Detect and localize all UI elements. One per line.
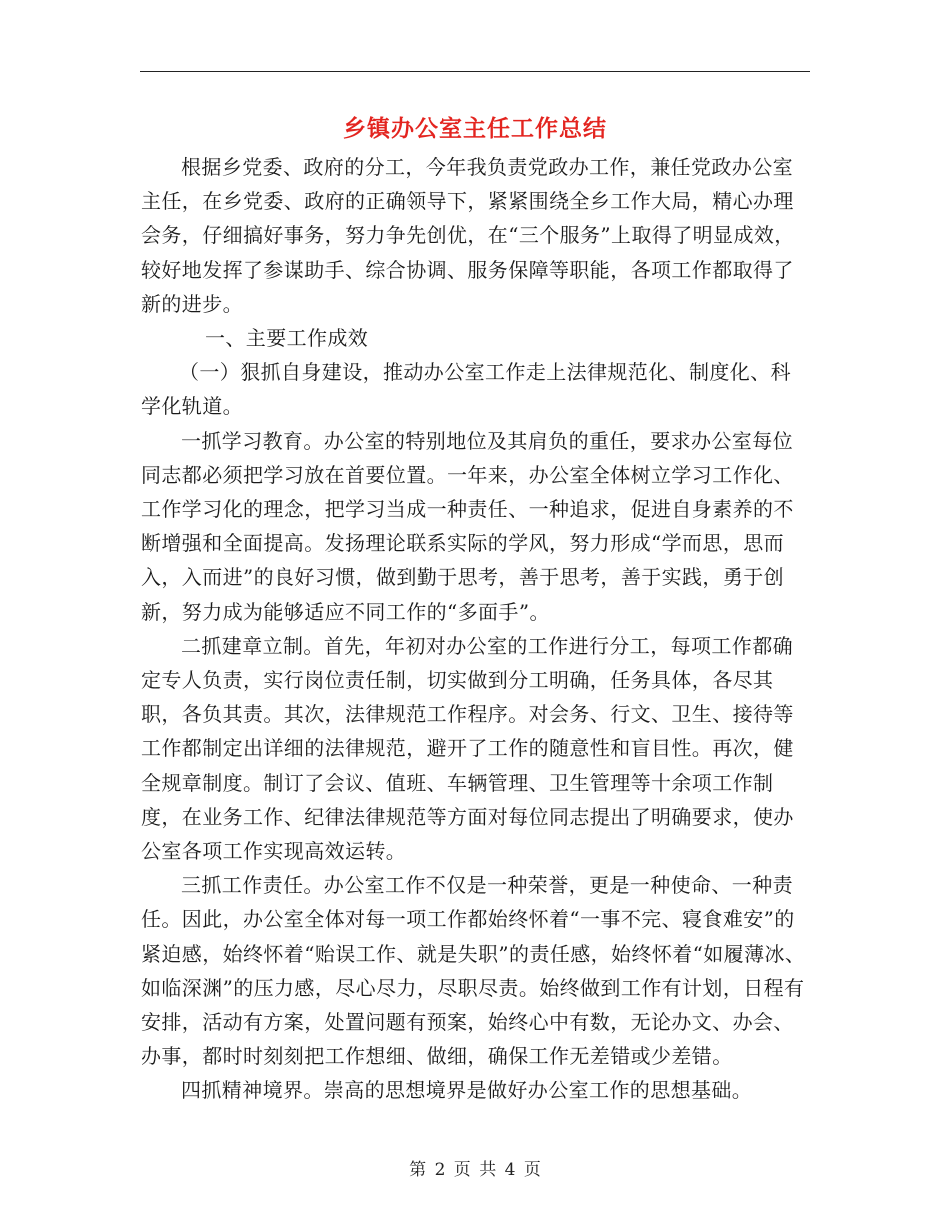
intro-paragraph: 根据乡党委、政府的分工，今年我负责党政办工作，兼任党政办公室主任，在乡党委、政府的正确领导下，紧紧围绕全乡工作大局，精心办理会务，仔细搞好事务，努力争先创优，在“三个服务”上取得了明显成效，较好地发挥了参谋助手、综合协调、服务保障等职能，各项工作都取得了新的进步。 <box>141 155 795 316</box>
paragraph-spirit: 四抓精神境界。崇高的思想境界是做好办公室工作的思想基础。 <box>181 1078 753 1103</box>
paragraph-study: 一抓学习教育。办公室的特别地位及其肩负的重任，要求办公室每位同志都必须把学习放在首要位置。一年来，办公室全体树立学习工作化、工作学习化的理念，把学习当成一种责任、一种追求，促进自身素养的不断增强和全面提高。发扬理论联系实际的学风，努力形成“学而思，思而入，入而进”的良好习惯，做到勤于思考，善于思考，善于实践，勇于创新，努力成为能够适应不同工作的“多面手”。 <box>141 428 794 624</box>
paragraph-rules: 二抓建章立制。首先，年初对办公室的工作进行分工，每项工作都确定专人负责，实行岗位责任制，切实做到分工明确，任务具体，各尽其职，各负其责。其次，法律规范工作程序。对会务、行文、卫生、接待等工作都制定出详细的法律规范，避开了工作的随意性和盲目性。再次，健全规章制度。制订了会议、值班、车辆管理、卫生管理等十余项工作制度，在业务工作、纪律法律规范等方面对每位同志提出了明确要求，使办公室各项工作实现高效运转。 <box>141 633 794 864</box>
subsection-heading: （一）狠抓自身建设，推动办公室工作走上法律规范化、制度化、科学化轨道。 <box>141 360 791 419</box>
document-body <box>141 150 811 1108</box>
header-rule <box>140 71 810 72</box>
section-heading: 一、主要工作成效 <box>205 326 369 351</box>
page-number-footer: 第 2 页 共 4 页 <box>409 1160 541 1180</box>
paragraph-responsibility: 三抓工作责任。办公室工作不仅是一种荣誉，更是一种使命、一种责任。因此，办公室全体对每一项工作都始终怀着“一事不完、寝食难安”的紧迫感，始终怀着“贻误工作、就是失职”的责任感，始终怀着“如履薄冰、如临深渊”的压力感，尽心尽力，尽职尽责。始终做到工作有计划，日程有安排，活动有方案，处置问题有预案，始终心中有数，无论办文、办会、办事，都时时刻刻把工作想细、做细，确保工作无差错或少差错。 <box>141 873 806 1069</box>
document-title: 乡镇办公室主任工作总结 <box>343 116 607 142</box>
